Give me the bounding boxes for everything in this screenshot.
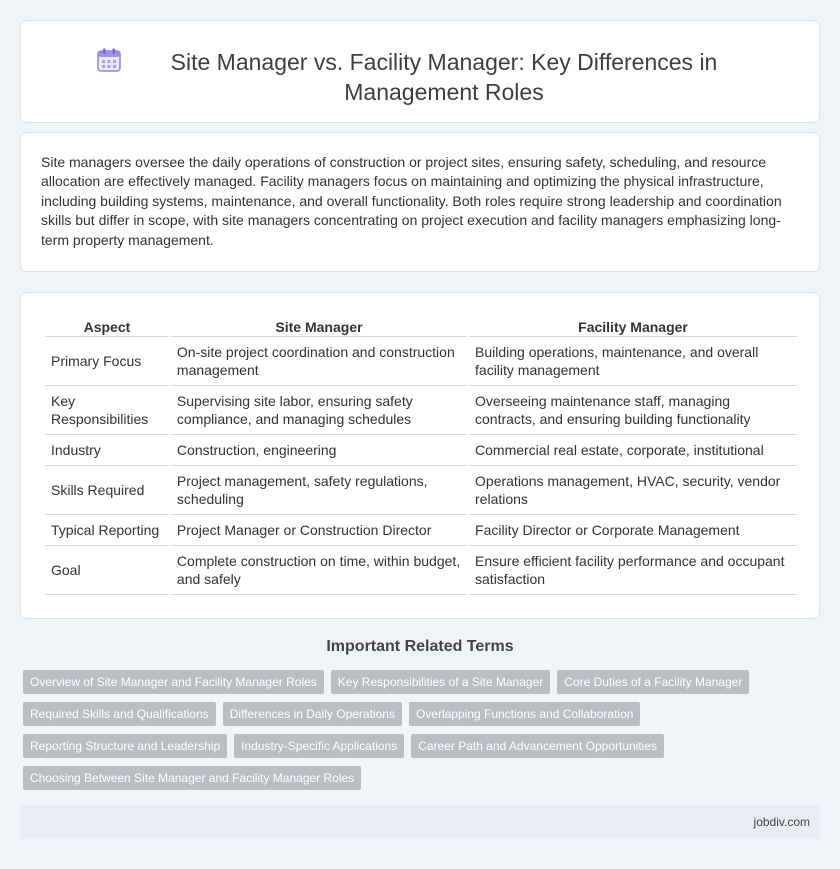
table-row — [45, 435, 797, 466]
facility-manager-cell: Ensure efficient facility performance and occupant satisfaction — [469, 546, 797, 595]
intro-card — [20, 132, 820, 272]
aspect-cell: Industry — [45, 435, 169, 466]
related-term-tag[interactable]: Overview of Site Manager and Facility Manager Roles — [23, 670, 324, 694]
facility-manager-cell: Building operations, maintenance, and overall facility management — [469, 337, 797, 386]
related-term-tag[interactable]: Overlapping Functions and Collaboration — [409, 702, 640, 726]
facility-manager-cell: Facility Director or Corporate Management — [469, 515, 797, 546]
related-term-tag[interactable]: Core Duties of a Facility Manager — [557, 670, 749, 694]
related-term-tag[interactable]: Required Skills and Qualifications — [23, 702, 216, 726]
site-manager-cell: Project management, safety regulations, scheduling — [171, 466, 467, 515]
header-aspect: Aspect — [45, 313, 169, 337]
site-manager-cell: Supervising site labor, ensuring safety compliance, and managing schedules — [171, 386, 467, 435]
related-terms-title: Important Related Terms — [326, 638, 514, 655]
page-title: Site Manager vs. Facility Manager: Key Differences in Management Roles — [170, 49, 718, 105]
related-terms-list — [23, 670, 823, 790]
related-term-tag[interactable]: Reporting Structure and Leadership — [23, 734, 227, 758]
calendar-icon — [96, 47, 122, 73]
header-facility-manager: Facility Manager — [469, 313, 797, 337]
site-manager-cell: Project Manager or Construction Director — [171, 515, 467, 546]
footer-site-link[interactable]: jobdiv.com — [753, 815, 810, 829]
site-manager-cell: Construction, engineering — [171, 435, 467, 466]
table-row — [45, 546, 797, 595]
related-term-tag[interactable]: Industry-Specific Applications — [234, 734, 404, 758]
table-row — [45, 386, 797, 435]
facility-manager-cell: Commercial real estate, corporate, institutional — [469, 435, 797, 466]
aspect-cell: Key Responsibilities — [45, 386, 169, 435]
related-term-tag[interactable]: Choosing Between Site Manager and Facility Manager Roles — [23, 766, 361, 790]
comparison-table — [43, 313, 799, 595]
header-card — [20, 20, 820, 123]
table-row — [45, 515, 797, 546]
related-term-tag[interactable]: Career Path and Advancement Opportunities — [411, 734, 664, 758]
table-row — [45, 466, 797, 515]
aspect-cell: Primary Focus — [45, 337, 169, 386]
comparison-card — [20, 292, 820, 619]
site-manager-cell: On-site project coordination and construction management — [171, 337, 467, 386]
footer — [20, 805, 820, 839]
intro-paragraph: Site managers oversee the daily operations of construction or project sites, ensuring safety, scheduling, and resource allocation are effectively managed. Facility managers focus on maintaining and optimizing the physical infrastructure, including building systems, maintenance, and overall functionality. Both roles require strong leadership and coordination skills but differ in scope, with site managers concentrating on project execution and facility managers emphasizing long-term property management. — [41, 154, 782, 248]
facility-manager-cell: Overseeing maintenance staff, managing contracts, and ensuring building functionality — [469, 386, 797, 435]
aspect-cell: Typical Reporting — [45, 515, 169, 546]
header-site-manager: Site Manager — [171, 313, 467, 337]
facility-manager-cell: Operations management, HVAC, security, vendor relations — [469, 466, 797, 515]
table-header-row — [45, 313, 797, 337]
aspect-cell: Goal — [45, 546, 169, 595]
site-manager-cell: Complete construction on time, within budget, and safely — [171, 546, 467, 595]
related-term-tag[interactable]: Key Responsibilities of a Site Manager — [331, 670, 550, 694]
aspect-cell: Skills Required — [45, 466, 169, 515]
related-term-tag[interactable]: Differences in Daily Operations — [223, 702, 402, 726]
table-row — [45, 337, 797, 386]
title-wrap — [21, 21, 819, 107]
